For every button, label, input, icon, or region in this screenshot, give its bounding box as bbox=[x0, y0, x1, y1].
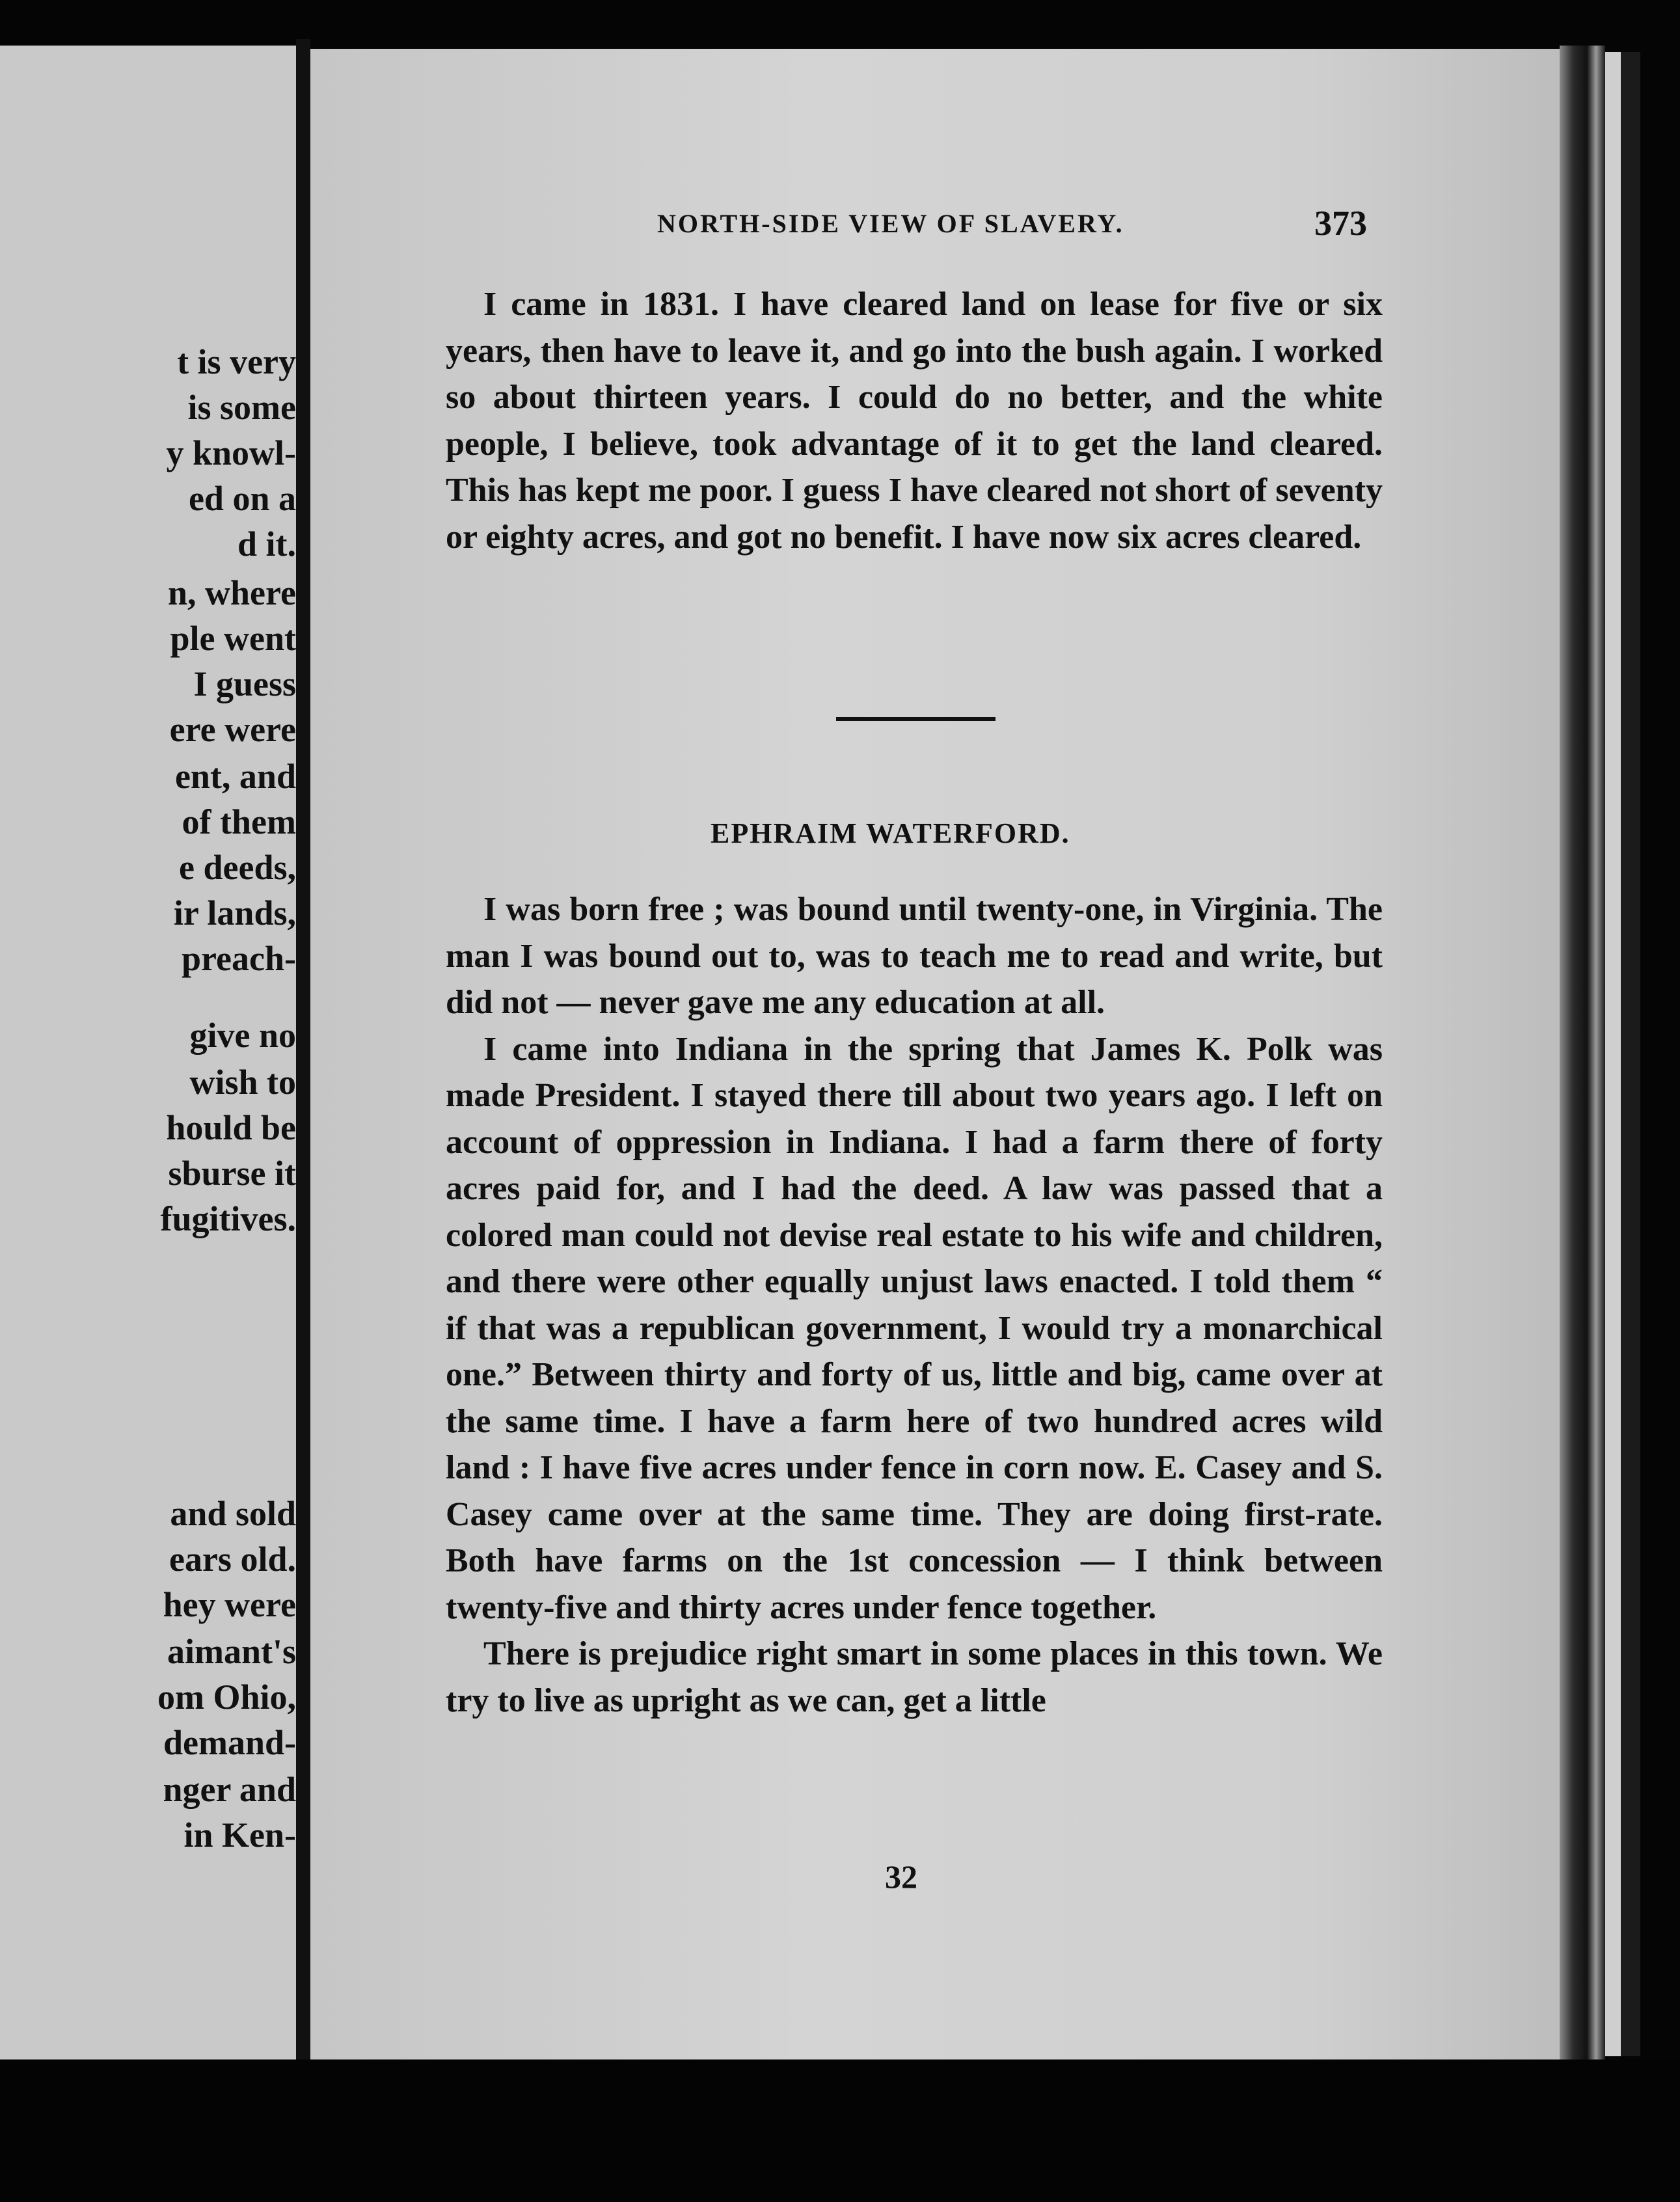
previous-page-line: ple went bbox=[170, 619, 296, 658]
signature-mark: 32 bbox=[885, 1858, 917, 1895]
scan-bottom-margin bbox=[0, 2059, 1680, 2202]
running-head: NORTH-SIDE VIEW OF SLAVERY. bbox=[657, 209, 1124, 238]
book-gutter bbox=[296, 39, 310, 2063]
previous-page-line: t is very bbox=[177, 342, 296, 381]
page-number: 373 bbox=[1314, 204, 1367, 243]
paragraph: I came in 1831. I have cleared land on lease for five or six years, then have to leave it, and go into the bush again. I worked so about thirteen years. I could do no better, and the white people, I believe, took advantage of it to get the land cleared. This has kept me poor. I guess I have cleared not short of seventy or eighty acres, and got no benefit. I have now six acres cleared. bbox=[446, 286, 1383, 556]
previous-page-line: ed on a bbox=[188, 479, 296, 518]
paragraph: I came into Indiana in the spring that James K. Polk was made President. I stayed there till about two years ago. I left on account of oppression in Indiana. I had a farm there of forty acres paid for, and I had the deed. A law was passed that a colored man could not devise real estate to his wife and children, and there were other equally unjust laws enacted. I told them “ if that was a republican government, I would try a monarchical one.” Between thirty and forty of us, little and big, came over at the same time. I have a farm here of two hundred acres wild land : I have five acres under fence in corn now. E. Casey and S. Casey came over at the same time. They are doing first-rate. Both have farms on the 1st concession — I think between twenty-five and thirty acres under fence together. bbox=[446, 1030, 1383, 1626]
paragraph: I was born free ; was bound until twenty-one, in Virginia. The man I was bound out to, was to teach me to read and write, but did not — never gave me any education at all. bbox=[446, 891, 1383, 1021]
previous-page-line: y knowl- bbox=[166, 433, 296, 472]
previous-page-line: om Ohio, bbox=[157, 1678, 296, 1717]
previous-page-line: hould be bbox=[166, 1108, 296, 1147]
first-paragraph-block bbox=[446, 281, 1383, 560]
previous-page-line: wish to bbox=[189, 1063, 296, 1102]
previous-page-line: nger and bbox=[163, 1770, 296, 1809]
page-edge-dark bbox=[1621, 52, 1640, 2056]
page-edge-shadow bbox=[1560, 46, 1605, 2063]
section-title: EPHRAIM WATERFORD. bbox=[711, 817, 1070, 849]
previous-page-line: ent, and bbox=[174, 757, 296, 796]
previous-page-line: is some bbox=[187, 388, 296, 427]
previous-page-line: preach- bbox=[182, 939, 296, 978]
previous-page-line: and sold bbox=[170, 1494, 296, 1533]
previous-page-line: d it. bbox=[237, 524, 296, 564]
previous-page-line: ere were bbox=[169, 710, 296, 749]
previous-page-line: demand- bbox=[163, 1723, 296, 1762]
previous-page-line: sburse it bbox=[168, 1154, 296, 1193]
previous-page-line: e deeds, bbox=[179, 848, 296, 887]
paragraph: There is prejudice right smart in some places in this town. We try to live as upright as we can, get a little bbox=[446, 1635, 1383, 1719]
section-body bbox=[446, 886, 1383, 1724]
previous-page-line: I guess bbox=[193, 664, 296, 703]
previous-page-line: ir lands, bbox=[173, 893, 296, 932]
previous-page-line: in Ken- bbox=[183, 1815, 296, 1855]
previous-page-line: n, where bbox=[168, 573, 296, 612]
page-edge-strip bbox=[1605, 52, 1621, 2056]
previous-page-line: hey were bbox=[163, 1585, 296, 1624]
previous-page-line: give no bbox=[189, 1016, 296, 1055]
previous-page-line: fugitives. bbox=[160, 1199, 296, 1238]
previous-page-line: of them bbox=[182, 802, 296, 841]
previous-page-line: aimant's bbox=[167, 1632, 296, 1671]
previous-page-line: ears old. bbox=[169, 1540, 296, 1579]
previous-page-fragment bbox=[0, 46, 296, 2063]
section-divider-rule bbox=[836, 717, 996, 721]
